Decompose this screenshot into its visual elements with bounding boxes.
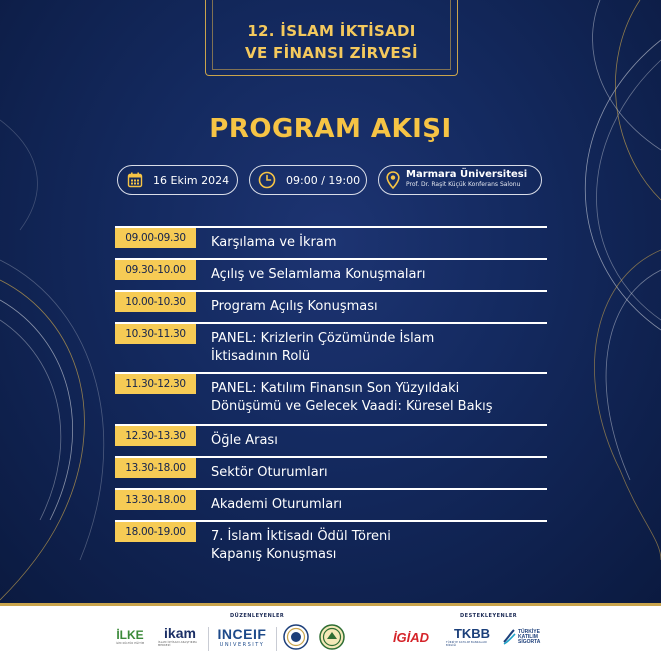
time-slot: 09.00-09.30: [115, 228, 196, 248]
activity-line: İktisadının Rolü: [211, 349, 311, 364]
activity: [211, 266, 547, 284]
activity-line: Program Açılış Konuşması: [211, 299, 378, 314]
activity-line: Sektör Oturumları: [211, 465, 328, 480]
event-title-line1: 12. İSLAM İKTİSADI: [247, 22, 416, 40]
event-title-line2: VE FİNANSI ZİRVESİ: [245, 44, 418, 62]
activity: [211, 330, 547, 366]
date-text: 16 Ekim 2024: [153, 173, 230, 187]
schedule-row: [115, 488, 547, 512]
event-title: [205, 20, 458, 64]
university-seal-logo: [283, 624, 309, 650]
inceif-logo: INCEIF UNIVERSITY: [217, 625, 267, 648]
time-text: 09:00 / 19:00: [286, 173, 361, 187]
activity-line: Dönüşümü ve Gelecek Vaadi: Küresel Bakış: [211, 399, 493, 414]
program-title: PROGRAM AKIŞI: [209, 114, 452, 144]
venue-name: Marmara Üniversitesi: [406, 169, 528, 180]
time-slot: 13.30-18.00: [115, 490, 196, 510]
organizers-label: DÜZENLEYENLER: [230, 613, 285, 619]
time-pill: [249, 165, 367, 195]
activity-line: Öğle Arası: [211, 433, 278, 448]
igiad-logo: İGİAD: [392, 629, 430, 645]
time-slot: 12.30-13.30: [115, 426, 196, 446]
activity: [211, 298, 547, 316]
schedule-row: [115, 520, 547, 562]
activity-line: PANEL: Katılım Finansın Son Yüzyıldaki: [211, 381, 460, 396]
clock-icon: [258, 171, 276, 189]
faculty-seal-logo: [319, 624, 345, 650]
schedule-row: [115, 424, 547, 448]
schedule-row: [115, 226, 547, 250]
activity: [211, 528, 547, 564]
activity: [211, 432, 547, 450]
ikam-logo: ikam İSLAM İKTİSADI ARAŞTIRMA MERKEZİ: [158, 624, 197, 647]
time-slot: 11.30-12.30: [115, 374, 196, 394]
activity: [211, 380, 547, 416]
footer-divider: [276, 627, 277, 651]
location-pin-icon: [386, 171, 400, 189]
footer-gold-line: [0, 603, 661, 606]
activity: [211, 464, 547, 482]
activity: [211, 496, 547, 514]
schedule-row: [115, 322, 547, 364]
sponsor-footer: [0, 603, 661, 661]
date-pill: [117, 165, 238, 195]
activity-line: Akademi Oturumları: [211, 497, 343, 512]
tkbb-logo: TKBB TÜRKİYE KATILIM BANKALARI BİRLİĞİ: [446, 626, 491, 647]
schedule-row: [115, 372, 547, 414]
calendar-icon: [127, 172, 143, 188]
time-slot: 13.30-18.00: [115, 458, 196, 478]
schedule-row: [115, 258, 547, 282]
turkiye-katilim-sigorta-logo: TÜRKİYE KATILIM SİGORTA: [502, 623, 550, 651]
activity-line: Açılış ve Selamlama Konuşmaları: [211, 267, 426, 282]
footer-divider: [208, 627, 209, 651]
schedule-row: [115, 290, 547, 314]
schedule-row: [115, 456, 547, 480]
time-slot: 18.00-19.00: [115, 522, 196, 542]
activity: [211, 234, 547, 252]
time-slot: 09.30-10.00: [115, 260, 196, 280]
activity-line: 7. İslam İktisadı Ödül Töreni: [211, 529, 391, 544]
supporters-label: DESTEKLEYENLER: [460, 613, 518, 619]
venue-text: [406, 170, 527, 190]
activity-line: Karşılama ve İkram: [211, 235, 337, 250]
venue-subtitle: Prof. Dr. Raşit Küçük Konferans Salonu: [406, 181, 521, 188]
sigorta-swirl-icon: [502, 628, 516, 646]
venue-pill: [378, 165, 542, 195]
time-slot: 10.30-11.30: [115, 324, 196, 344]
activity-line: Kapanış Konuşması: [211, 547, 337, 562]
activity-line: PANEL: Krizlerin Çözümünde İslam: [211, 331, 435, 346]
time-slot: 10.00-10.30: [115, 292, 196, 312]
ilke-logo: İLKE İLİM KÜLTÜR EĞİTİM: [115, 628, 145, 645]
